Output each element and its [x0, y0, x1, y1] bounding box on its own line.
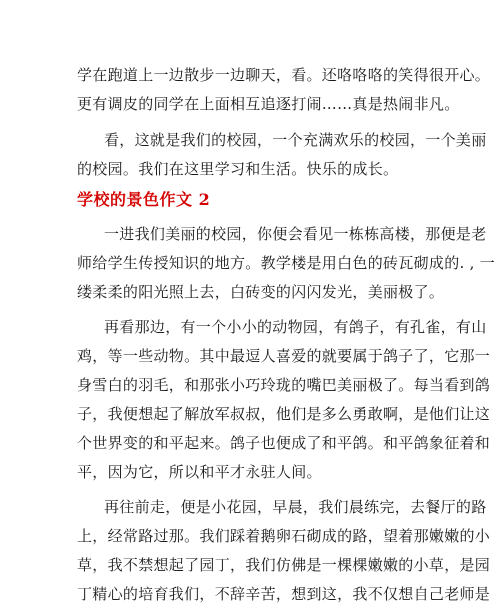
paragraph-line: 的校园。我们在这里学习和生活。快乐的成长。	[77, 160, 399, 178]
paragraph-line: 再看那边，有一个小小的动物园，有鸽子，有孔雀，有山	[104, 318, 487, 336]
paragraph-line: 子，我便想起了解放军叔叔，他们是多么勇敢啊，是他们让这	[77, 405, 491, 423]
paragraph-line: 个世界变的和平起来。鸽子也便成了和平鸽。和平鸽象征着和	[77, 434, 491, 452]
section-heading: 学校的景色作文 2	[77, 190, 211, 209]
paragraph-line: 平，因为它，所以和平才永驻人间。	[77, 463, 322, 481]
paragraph-line: 一进我们美丽的校园，你便会看见一栋栋高楼，那便是老	[104, 225, 487, 243]
paragraph-line: 草，我不禁想起了园丁，我们仿佛是一棵棵嫩嫩的小草，是园	[77, 556, 491, 574]
paragraph-line: 看，这就是我们的校园，一个充满欢乐的校园，一个美丽	[104, 131, 487, 149]
paragraph-line: 鸡，等一些动物。其中最逗人喜爱的就要属于鸽子了，它那一	[77, 347, 491, 365]
paragraph-line: 身雪白的羽毛，和那张小巧玲珑的嘴巴美丽极了。每当看到鸽	[77, 376, 491, 394]
paragraph-line: 上，经常路过那。我们踩着鹅卵石砌成的路，望着那嫩嫩的小	[77, 527, 491, 545]
paragraph-line: 学在跑道上一边散步一边聊天，看。还咯咯咯的笑得很开心。	[77, 66, 491, 84]
paragraph-line: 再往前走，便是小花园，早晨，我们晨练完，去餐厅的路	[104, 498, 487, 516]
paragraph-line: 缕柔柔的阳光照上去，白砖变的闪闪发光，美丽极了。	[77, 283, 445, 301]
paragraph-line: 师给学生传授知识的地方。教学楼是用白色的砖瓦砌成的. , 一	[77, 254, 496, 272]
paragraph-line: 更有调皮的同学在上面相互追逐打闹……真是热闹非凡。	[77, 95, 460, 113]
paragraph-line: 丁精心的培育我们，不辞辛苦，想到这，我不仅想自己老师是	[77, 585, 491, 603]
